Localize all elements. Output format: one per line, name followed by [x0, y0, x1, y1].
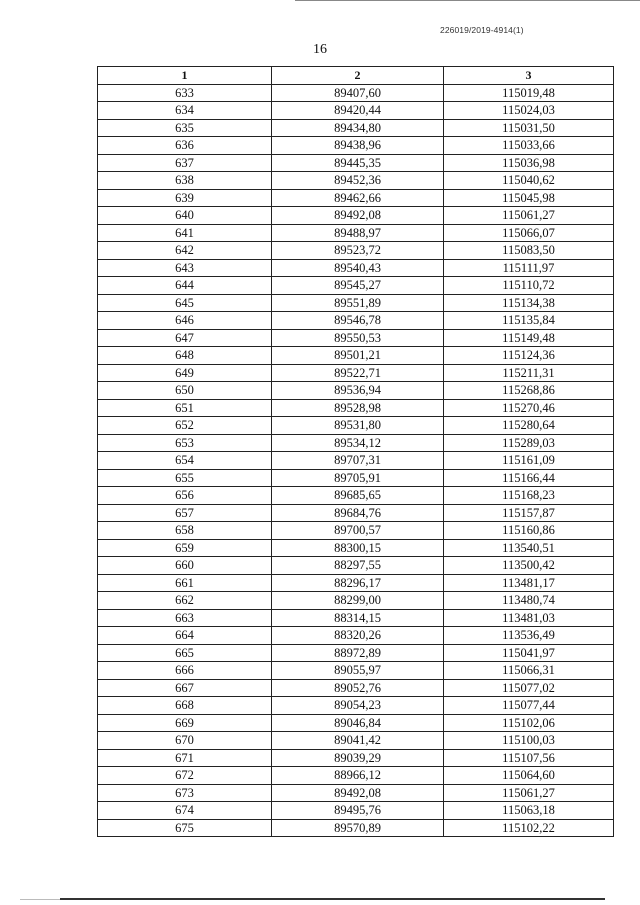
y-coordinate-cell: 115077,02 [444, 679, 614, 697]
page-number: 16 [313, 42, 327, 57]
y-coordinate-cell: 115102,22 [444, 819, 614, 837]
point-number-cell: 654 [98, 452, 272, 470]
x-coordinate-cell: 89046,84 [272, 714, 444, 732]
x-coordinate-cell: 89531,80 [272, 417, 444, 435]
table-header-row [98, 67, 614, 85]
x-coordinate-cell: 88314,15 [272, 609, 444, 627]
y-coordinate-cell: 115064,60 [444, 767, 614, 785]
table-row [98, 732, 614, 750]
y-coordinate-cell: 115040,62 [444, 172, 614, 190]
table-row [98, 434, 614, 452]
y-coordinate-cell: 115280,64 [444, 417, 614, 435]
y-coordinate-cell: 115268,86 [444, 382, 614, 400]
x-coordinate-cell: 89550,53 [272, 329, 444, 347]
point-number-cell: 670 [98, 732, 272, 750]
table-row [98, 329, 614, 347]
column-header-3: 3 [444, 67, 614, 85]
point-number-cell: 662 [98, 592, 272, 610]
x-coordinate-cell: 88299,00 [272, 592, 444, 610]
table-row [98, 189, 614, 207]
x-coordinate-cell: 89488,97 [272, 224, 444, 242]
table-row [98, 364, 614, 382]
y-coordinate-cell: 115061,27 [444, 784, 614, 802]
point-number-cell: 647 [98, 329, 272, 347]
table-row [98, 767, 614, 785]
x-coordinate-cell: 89054,23 [272, 697, 444, 715]
y-coordinate-cell: 115211,31 [444, 364, 614, 382]
x-coordinate-cell: 89700,57 [272, 522, 444, 540]
x-coordinate-cell: 89041,42 [272, 732, 444, 750]
x-coordinate-cell: 89685,65 [272, 487, 444, 505]
x-coordinate-cell: 89462,66 [272, 189, 444, 207]
x-coordinate-cell: 89492,08 [272, 207, 444, 225]
y-coordinate-cell: 113481,17 [444, 574, 614, 592]
y-coordinate-cell: 115149,48 [444, 329, 614, 347]
point-number-cell: 644 [98, 277, 272, 295]
point-number-cell: 640 [98, 207, 272, 225]
x-coordinate-cell: 89445,35 [272, 154, 444, 172]
point-number-cell: 672 [98, 767, 272, 785]
point-number-cell: 666 [98, 662, 272, 680]
point-number-cell: 635 [98, 119, 272, 137]
y-coordinate-cell: 115066,07 [444, 224, 614, 242]
x-coordinate-cell: 89495,76 [272, 802, 444, 820]
x-coordinate-cell: 88300,15 [272, 539, 444, 557]
x-coordinate-cell: 89052,76 [272, 679, 444, 697]
y-coordinate-cell: 113481,03 [444, 609, 614, 627]
point-number-cell: 667 [98, 679, 272, 697]
table-row [98, 487, 614, 505]
table-row [98, 224, 614, 242]
point-number-cell: 657 [98, 504, 272, 522]
point-number-cell: 674 [98, 802, 272, 820]
y-coordinate-cell: 115160,86 [444, 522, 614, 540]
table-row [98, 347, 614, 365]
x-coordinate-cell: 89545,27 [272, 277, 444, 295]
point-number-cell: 652 [98, 417, 272, 435]
point-number-cell: 641 [98, 224, 272, 242]
y-coordinate-cell: 115077,44 [444, 697, 614, 715]
footer-rule [60, 898, 605, 900]
y-coordinate-cell: 115063,18 [444, 802, 614, 820]
table-row [98, 242, 614, 260]
table-row [98, 627, 614, 645]
point-number-cell: 671 [98, 749, 272, 767]
y-coordinate-cell: 113500,42 [444, 557, 614, 575]
x-coordinate-cell: 89536,94 [272, 382, 444, 400]
table-row [98, 399, 614, 417]
table-row [98, 662, 614, 680]
point-number-cell: 634 [98, 102, 272, 120]
x-coordinate-cell: 89570,89 [272, 819, 444, 837]
point-number-cell: 639 [98, 189, 272, 207]
y-coordinate-cell: 113480,74 [444, 592, 614, 610]
x-coordinate-cell: 89407,60 [272, 84, 444, 102]
y-coordinate-cell: 115061,27 [444, 207, 614, 225]
y-coordinate-cell: 115024,03 [444, 102, 614, 120]
x-coordinate-cell: 89452,36 [272, 172, 444, 190]
x-coordinate-cell: 89540,43 [272, 259, 444, 277]
y-coordinate-cell: 115041,97 [444, 644, 614, 662]
column-header-2: 2 [272, 67, 444, 85]
table-row [98, 119, 614, 137]
y-coordinate-cell: 115045,98 [444, 189, 614, 207]
x-coordinate-cell: 89528,98 [272, 399, 444, 417]
point-number-cell: 649 [98, 364, 272, 382]
x-coordinate-cell: 89434,80 [272, 119, 444, 137]
y-coordinate-cell: 115270,46 [444, 399, 614, 417]
table-row [98, 417, 614, 435]
point-number-cell: 645 [98, 294, 272, 312]
x-coordinate-cell: 89705,91 [272, 469, 444, 487]
y-coordinate-cell: 115135,84 [444, 312, 614, 330]
y-coordinate-cell: 115124,36 [444, 347, 614, 365]
x-coordinate-cell: 89707,31 [272, 452, 444, 470]
y-coordinate-cell: 115107,56 [444, 749, 614, 767]
point-number-cell: 636 [98, 137, 272, 155]
y-coordinate-cell: 113536,49 [444, 627, 614, 645]
y-coordinate-cell: 115289,03 [444, 434, 614, 452]
coordinates-table [97, 66, 614, 837]
table-row [98, 259, 614, 277]
y-coordinate-cell: 115161,09 [444, 452, 614, 470]
y-coordinate-cell: 115110,72 [444, 277, 614, 295]
table-row [98, 697, 614, 715]
point-number-cell: 663 [98, 609, 272, 627]
x-coordinate-cell: 89546,78 [272, 312, 444, 330]
table-row [98, 207, 614, 225]
y-coordinate-cell: 115083,50 [444, 242, 614, 260]
point-number-cell: 642 [98, 242, 272, 260]
x-coordinate-cell: 89534,12 [272, 434, 444, 452]
point-number-cell: 646 [98, 312, 272, 330]
table-row [98, 452, 614, 470]
table-row [98, 102, 614, 120]
y-coordinate-cell: 115168,23 [444, 487, 614, 505]
table-row [98, 172, 614, 190]
point-number-cell: 643 [98, 259, 272, 277]
point-number-cell: 661 [98, 574, 272, 592]
y-coordinate-cell: 115100,03 [444, 732, 614, 750]
table-row [98, 557, 614, 575]
y-coordinate-cell: 115033,66 [444, 137, 614, 155]
point-number-cell: 665 [98, 644, 272, 662]
point-number-cell: 675 [98, 819, 272, 837]
point-number-cell: 638 [98, 172, 272, 190]
point-number-cell: 651 [98, 399, 272, 417]
y-coordinate-cell: 115111,97 [444, 259, 614, 277]
x-coordinate-cell: 88297,55 [272, 557, 444, 575]
x-coordinate-cell: 88320,26 [272, 627, 444, 645]
table-row [98, 644, 614, 662]
y-coordinate-cell: 113540,51 [444, 539, 614, 557]
point-number-cell: 658 [98, 522, 272, 540]
table-row [98, 504, 614, 522]
table-row [98, 679, 614, 697]
x-coordinate-cell: 88296,17 [272, 574, 444, 592]
point-number-cell: 637 [98, 154, 272, 172]
column-header-1: 1 [98, 67, 272, 85]
point-number-cell: 656 [98, 487, 272, 505]
x-coordinate-cell: 88972,89 [272, 644, 444, 662]
x-coordinate-cell: 89522,71 [272, 364, 444, 382]
x-coordinate-cell: 89551,89 [272, 294, 444, 312]
x-coordinate-cell: 89492,08 [272, 784, 444, 802]
table-row [98, 819, 614, 837]
x-coordinate-cell: 89039,29 [272, 749, 444, 767]
x-coordinate-cell: 89523,72 [272, 242, 444, 260]
point-number-cell: 655 [98, 469, 272, 487]
document-code: 226019/2019-4914(1) [440, 25, 524, 35]
x-coordinate-cell: 89684,76 [272, 504, 444, 522]
x-coordinate-cell: 89055,97 [272, 662, 444, 680]
x-coordinate-cell: 89420,44 [272, 102, 444, 120]
y-coordinate-cell: 115066,31 [444, 662, 614, 680]
table-row [98, 802, 614, 820]
x-coordinate-cell: 89501,21 [272, 347, 444, 365]
y-coordinate-cell: 115102,06 [444, 714, 614, 732]
table-row [98, 277, 614, 295]
x-coordinate-cell: 89438,96 [272, 137, 444, 155]
point-number-cell: 673 [98, 784, 272, 802]
table-row [98, 592, 614, 610]
y-coordinate-cell: 115036,98 [444, 154, 614, 172]
table-row [98, 84, 614, 102]
table-row [98, 539, 614, 557]
point-number-cell: 668 [98, 697, 272, 715]
table-row [98, 574, 614, 592]
table-row [98, 609, 614, 627]
top-rule [295, 0, 640, 1]
point-number-cell: 633 [98, 84, 272, 102]
y-coordinate-cell: 115166,44 [444, 469, 614, 487]
table-row [98, 154, 614, 172]
point-number-cell: 648 [98, 347, 272, 365]
y-coordinate-cell: 115134,38 [444, 294, 614, 312]
y-coordinate-cell: 115019,48 [444, 84, 614, 102]
y-coordinate-cell: 115031,50 [444, 119, 614, 137]
table-row [98, 312, 614, 330]
point-number-cell: 660 [98, 557, 272, 575]
point-number-cell: 669 [98, 714, 272, 732]
table-row [98, 382, 614, 400]
point-number-cell: 664 [98, 627, 272, 645]
table-row [98, 469, 614, 487]
table-row [98, 522, 614, 540]
point-number-cell: 653 [98, 434, 272, 452]
footer-rule-faint [20, 899, 65, 900]
point-number-cell: 650 [98, 382, 272, 400]
table-row [98, 294, 614, 312]
table-row [98, 137, 614, 155]
x-coordinate-cell: 88966,12 [272, 767, 444, 785]
table-row [98, 714, 614, 732]
point-number-cell: 659 [98, 539, 272, 557]
table-row [98, 784, 614, 802]
table-row [98, 749, 614, 767]
y-coordinate-cell: 115157,87 [444, 504, 614, 522]
